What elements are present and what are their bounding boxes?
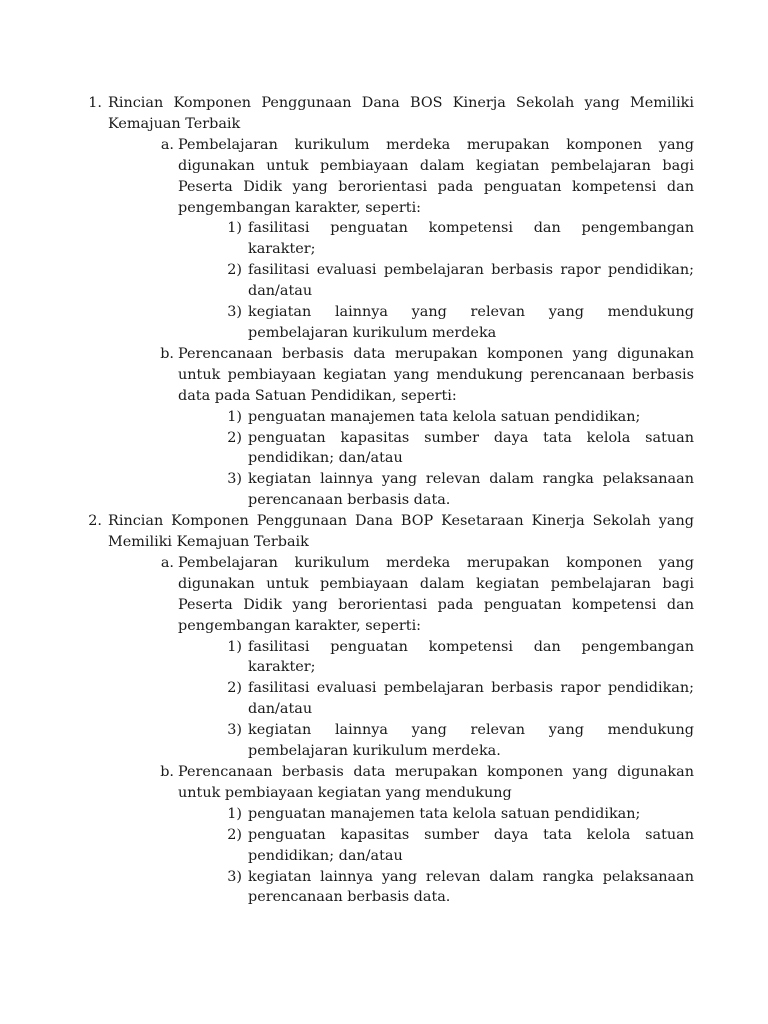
subitem-text: fasilitasi evaluasi pembelajaran berbasis rapor pendidikan; dan/atau [248, 680, 694, 718]
section-number: 1. [88, 95, 102, 111]
item-letter: a. [160, 136, 174, 153]
subitem-text: kegiatan lainnya yang relevan dalam rangka pelaksanaan perencanaan berbasis data. [248, 471, 694, 509]
subitem-text: kegiatan lainnya yang relevan yang mendukung pembelajaran kurikulum merdeka [248, 304, 694, 341]
list-item-a [152, 135, 694, 344]
subitem [222, 218, 694, 260]
item-letter: b. [160, 764, 174, 780]
section-1 [82, 93, 694, 511]
subitem-number: 3) [227, 304, 242, 321]
list-item-b [152, 762, 694, 908]
item-letter: a. [160, 554, 174, 571]
subitem-text: penguatan manajemen tata kelola satuan pendidikan; [248, 805, 641, 822]
subitem [222, 720, 694, 762]
subitem [222, 428, 694, 470]
subitem-text: fasilitasi penguatan kompetensi dan pengembangan karakter; [248, 638, 694, 676]
section-2 [82, 511, 694, 908]
subitem-number: 2) [227, 826, 242, 843]
item-letter: b. [160, 345, 174, 362]
subitem-text: kegiatan lainnya yang relevan dalam rangka pelaksanaan perencanaan berbasis data. [248, 868, 694, 906]
subitem-number: 3) [227, 868, 242, 885]
subitem-number: 3) [227, 722, 242, 739]
document-body [82, 93, 694, 908]
subitem-text: penguatan manajemen tata kelola satuan pendidikan; [248, 408, 641, 425]
subitem-text: kegiatan lainnya yang relevan yang mendukung pembelajaran kurikulum merdeka. [248, 722, 694, 760]
section-title: Rincian Komponen Penggunaan Dana BOS Kinerja Sekolah yang Memiliki Kemajuan Terbaik [108, 95, 694, 132]
subitem-text: fasilitasi penguatan kompetensi dan pengembangan karakter; [248, 220, 694, 258]
section-title: Rincian Komponen Penggunaan Dana BOP Kesetaraan Kinerja Sekolah yang Memiliki Kemajuan Terbaik [108, 513, 694, 551]
item-text: Perencanaan berbasis data merupakan komponen yang digunakan untuk pembiayaan kegiatan yang mendukung [178, 764, 694, 801]
subitem-text: penguatan kapasitas sumber daya tata kelola satuan pendidikan; dan/atau [248, 826, 694, 864]
item-text: Perencanaan berbasis data merupakan komponen yang digunakan untuk pembiayaan kegiatan yang mendukung perencanaan berbasis data pada Satuan Pendidikan, seperti: [178, 345, 694, 404]
list-item-b [152, 344, 694, 511]
subitem-number: 2) [227, 680, 242, 697]
subitem-number: 2) [227, 429, 242, 446]
subitem-number: 1) [227, 220, 242, 237]
subitem-number: 1) [227, 805, 242, 822]
subitem [222, 407, 694, 428]
item-text: Pembelajaran kurikulum merdeka merupakan komponen yang digunakan untuk pembiayaan dalam kegiatan pembelajaran bagi Peserta Didik yang berorientasi pada penguatan kompetensi dan pengembangan karakter, seperti: [178, 554, 694, 634]
subitem-text: fasilitasi evaluasi pembelajaran berbasis rapor pendidikan; dan/atau [248, 262, 694, 300]
subitem [222, 804, 694, 825]
subitem [222, 469, 694, 511]
subitem [222, 678, 694, 720]
list-item-a [152, 553, 694, 762]
subitem-number: 3) [227, 471, 242, 488]
subitem-number: 2) [227, 262, 242, 279]
subitem-number: 1) [227, 408, 242, 425]
subitem-text: penguatan kapasitas sumber daya tata kelola satuan pendidikan; dan/atau [248, 429, 694, 467]
item-text: Pembelajaran kurikulum merdeka merupakan komponen yang digunakan untuk pembiayaan dalam kegiatan pembelajaran bagi Peserta Didik yang berorientasi pada penguatan kompetensi dan pengembangan karakter, seperti: [178, 136, 694, 216]
subitem [222, 260, 694, 302]
subitem-number: 1) [227, 638, 242, 655]
subitem [222, 637, 694, 679]
section-number: 2. [88, 513, 102, 530]
subitem [222, 867, 694, 909]
subitem [222, 302, 694, 344]
subitem [222, 825, 694, 867]
